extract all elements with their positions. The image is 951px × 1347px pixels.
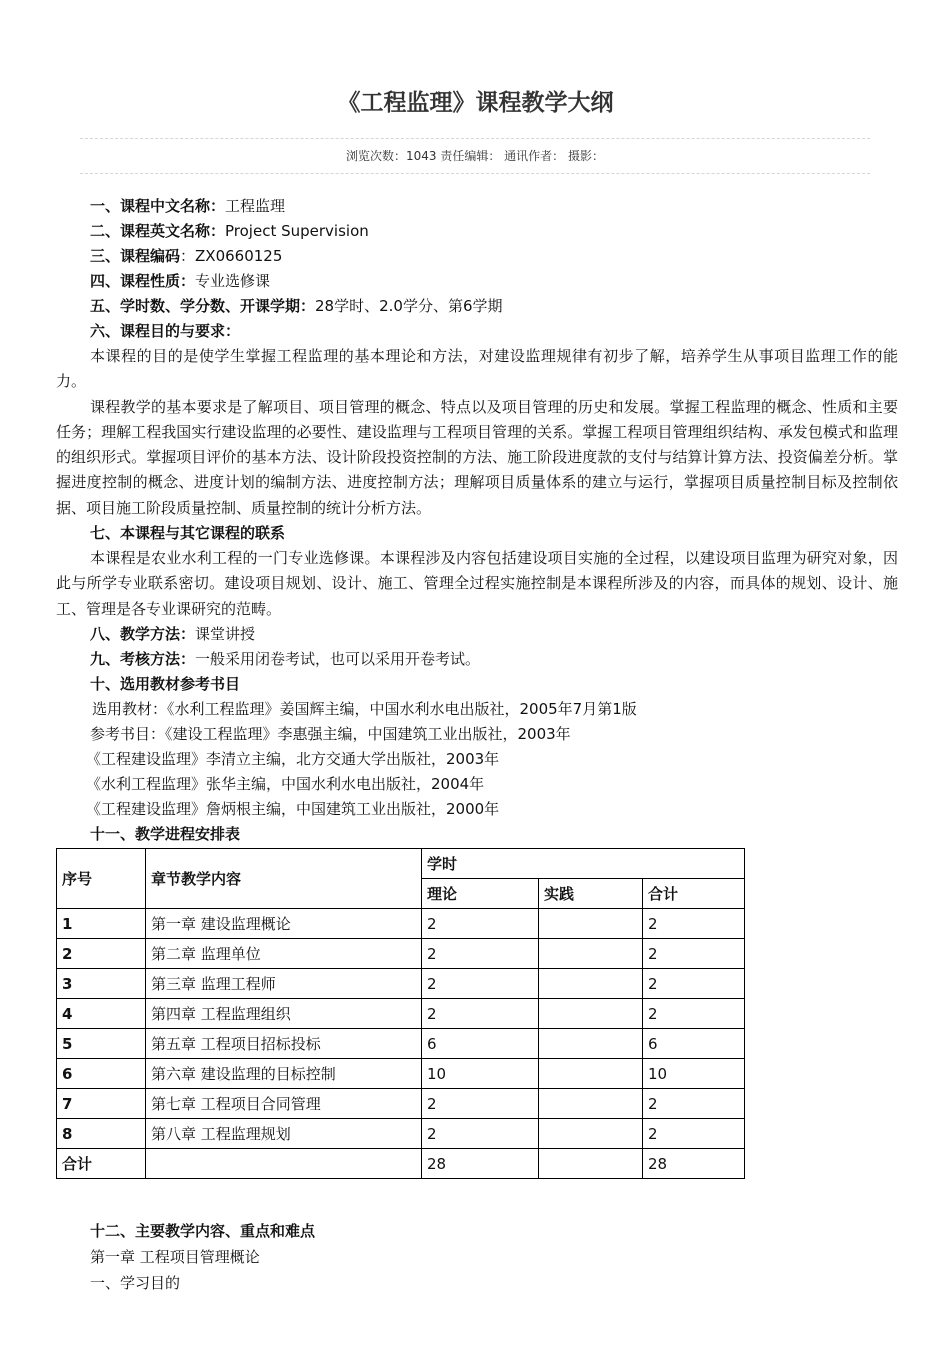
- header-content: 章节教学内容: [146, 849, 422, 909]
- article-meta: 浏览次数：1043 责任编辑： 通讯作者： 摄影：: [80, 138, 870, 174]
- reference-line: 《水利工程监理》张华主编，中国水利水电出版社，2004年: [86, 774, 485, 793]
- header-practice: 实践: [539, 879, 643, 909]
- section-7-paragraph: 本课程是农业水利工程的一门专业选修课。本课程涉及内容包括建设项目实施的全过程，以建设项目监理为研究对象，因此与所学专业联系密切。建设项目规划、设计、施工、管理全过程实施控制是本课程所涉及的内容，而具体的规划、设计、施工、管理是各专业课研究的范畴。: [56, 549, 898, 618]
- syllabus-body: [56, 194, 898, 847]
- chapter-1-subheading: 一、学习目的: [90, 1274, 181, 1292]
- section-6-heading: 六、课程目的与要求：: [90, 322, 241, 340]
- field-chinese-name: 一、课程中文名称：工程监理: [90, 197, 286, 215]
- table-row: 1 第一章 建设监理概论 2 2: [57, 909, 745, 939]
- table-total-row: 合计 28 28: [57, 1149, 745, 1179]
- section-8: 八、教学方法：课堂讲授: [90, 624, 256, 643]
- header-total: 合计: [643, 879, 745, 909]
- reference-line: 《工程建设监理》李清立主编，北方交通大学出版社，2003年: [86, 749, 500, 768]
- section-6-paragraph-2: 课程教学的基本要求是了解项目、项目管理的概念、特点以及项目管理的历史和发展。掌握工程监理的概念、性质和主要任务；理解工程我国实行建设监理的必要性、建设监理与工程项目管理的关系。掌握工程项目管理组织结构、承发包模式和监理的组织形式。掌握项目评价的基本方法、设计阶段投资控制的方法、施工阶段进度款的支付与结算计算方法、投资偏差分析。掌握进度控制的概念、进度计划的编制方法、进度控制方法；理解项目质量体系的建立与运行，掌握项目质量控制目标及控制依据、项目施工阶段质量控制、质量控制的统计分析方法。: [56, 397, 898, 517]
- table-row: 4 第四章 工程监理组织 2 2: [57, 999, 745, 1029]
- textbook-line: 选用教材：《水利工程监理》姜国辉主编，中国水利水电出版社，2005年7月第1版: [92, 699, 637, 718]
- table-row: 5 第五章 工程项目招标投标 6 6: [57, 1029, 745, 1059]
- field-hours-credits: 五、学时数、学分数、开课学期：28学时、2.0学分、第6学期: [90, 297, 503, 315]
- section-7-heading: 七、本课程与其它课程的联系: [90, 524, 286, 543]
- section-12-heading: 十二、主要教学内容、重点和难点: [90, 1222, 316, 1240]
- table-header-row: [57, 849, 745, 879]
- section-10-heading: 十、选用教材参考书目: [90, 674, 241, 693]
- chapter-1-title: 第一章 工程项目管理概论: [90, 1248, 260, 1266]
- table-row: 2 第二章 监理单位 2 2: [57, 939, 745, 969]
- table-row: 3 第三章 监理工程师 2 2: [57, 969, 745, 999]
- section-9: 九、考核方法：一般采用闭卷考试，也可以采用开卷考试。: [90, 649, 481, 668]
- header-hours: 学时: [422, 849, 745, 879]
- section-6-paragraph-1: 本课程的目的是使学生掌握工程监理的基本理论和方法，对建设监理规律有初步了解，培养学生从事项目监理工作的能力。: [56, 347, 898, 391]
- page-title: 《工程监理》课程教学大纲: [337, 90, 614, 116]
- header-no: 序号: [57, 849, 146, 909]
- section-11-heading: 十一、教学进程安排表: [90, 824, 241, 843]
- table-row: 6 第六章 建设监理的目标控制 10 10: [57, 1059, 745, 1089]
- table-row: 7 第七章 工程项目合同管理 2 2: [57, 1089, 745, 1119]
- section-12: [90, 1218, 315, 1296]
- reference-line: 参考书目：《建设工程监理》李惠强主编，中国建筑工业出版社，2003年: [90, 724, 571, 743]
- field-course-nature: 四、课程性质：专业选修课: [90, 272, 271, 290]
- schedule-table: [56, 848, 745, 1179]
- field-course-code: 三、课程编码：ZX0660125: [90, 247, 283, 265]
- reference-line: 《工程建设监理》詹炳根主编，中国建筑工业出版社，2000年: [86, 799, 500, 818]
- header-theory: 理论: [422, 879, 539, 909]
- table-row: 8 第八章 工程监理规划 2 2: [57, 1119, 745, 1149]
- field-english-name: 二、课程英文名称：Project Supervision: [90, 222, 369, 240]
